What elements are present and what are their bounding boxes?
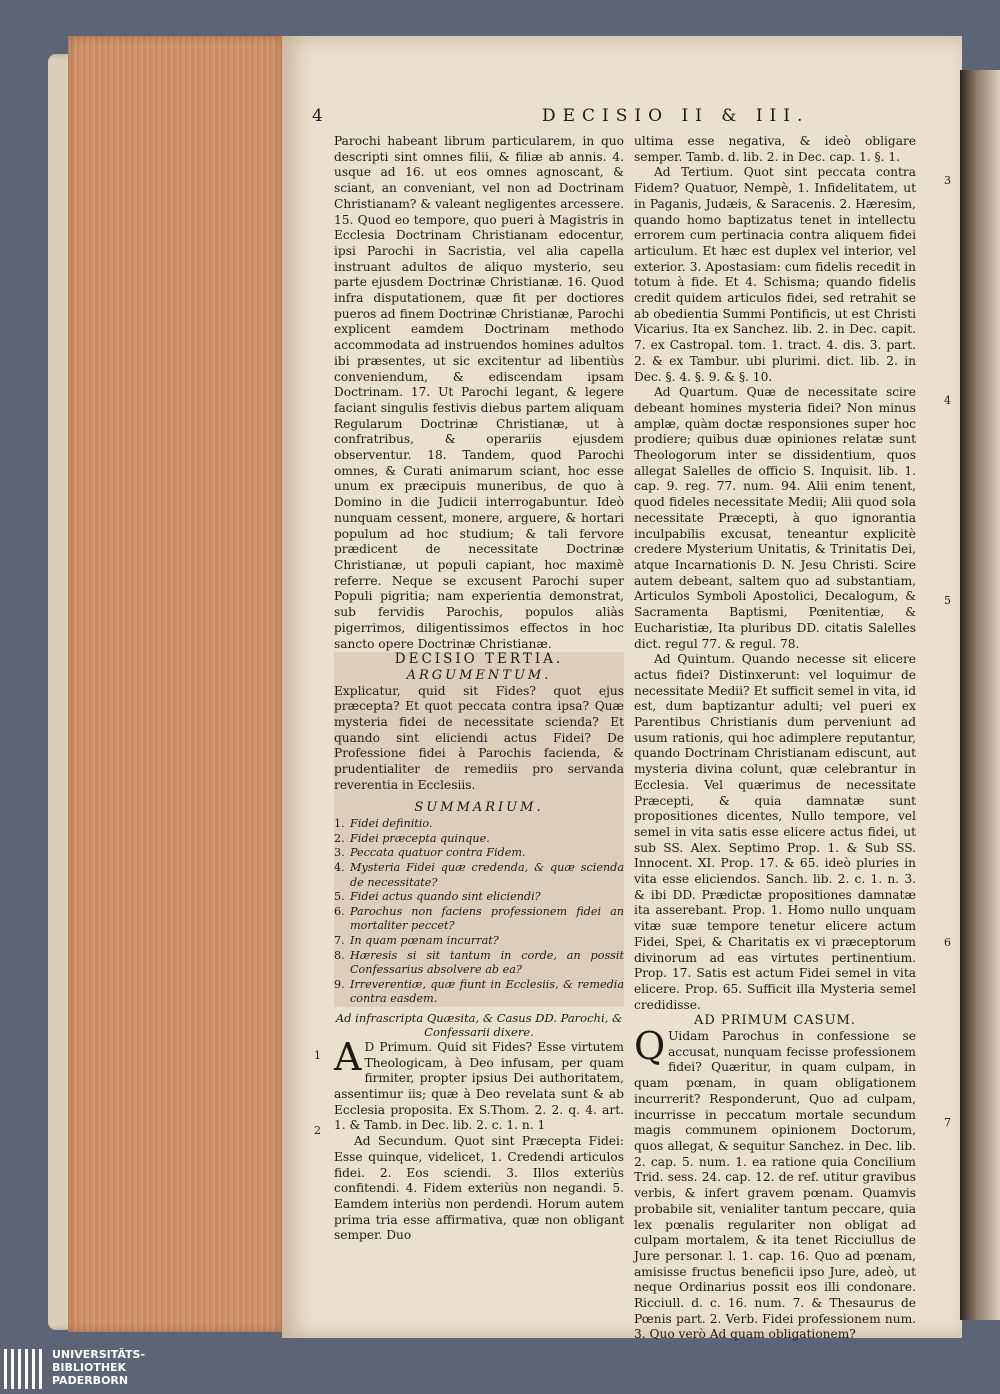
- summarium-item-number: 1.: [334, 817, 345, 831]
- margin-number: 7: [944, 1116, 951, 1129]
- summarium-item-number: 8.: [334, 948, 345, 962]
- summarium-item: [334, 832, 624, 847]
- summarium-item: [334, 934, 624, 949]
- summarium-item-text: Mysteria Fidei quæ credenda, & quæ scienda de necessitate?: [350, 861, 624, 889]
- decisio-tertia-block: [334, 652, 624, 1007]
- margin-number: 5: [944, 594, 951, 607]
- summarium-item-number: 6.: [334, 904, 345, 918]
- left-column: [334, 134, 624, 1244]
- summarium-item-text: Fidei actus quando sint eliciendi?: [350, 890, 541, 904]
- casum-paragraph: [634, 1024, 916, 1343]
- summarium-item-text: In quam pœnam incurrat?: [350, 933, 499, 947]
- paragraph-doctrina: Parochi habeant librum particularem, in quo descripti sint omnes filii, & filiæ ab annis. 4. usque ad 16. ut eos omnes agnoscant, & sciant, an conveniant, vel non ad Doctrinam Christianam? & valeant negligentes arcessere. 15. Quod eo tempore, quo pueri à Magistris in Ecclesia Doctrinam Christianam edocentur, ipsi Parochi in Sacristia, vel alia capella instruant adultos de aliquo mysterio, seu parte ejusdem Doctrinæ Christianæ. 16. Quod infra disputationem, quæ fit per doctiores pueros ad finem Doctrinæ Christianæ, Parochi explicent eamdem Doctrinam methodo accommodata ad instruendos homines adultos ibi præsentes, ut sic excitentur ad libentiùs conveniendum, & ediscendam ipsam Doctrinam. 17. Ut Parochi legant, & legere faciant singulis festivis diebus partem aliquam Regularum Doctrinæ Christianæ, ut à confratribus, & operariis ejusdem observentur. 18. Tandem, quod Parochi omnes, & Curati animarum sciant, hoc esse unum ex præcipuis muneribus, de quo à Domino in die Judicii interrogabuntur. Ideò nunquam cessent, monere, arguere, & hortari populum ad hoc studium; & tali fervore prædicent de necessitate Doctrinæ Christianæ, ut populi capiant, hoc maximè referre. Neque se excusent Parochi super Populi pigritia; nam experientia demonstrat, sub fervidis Parochis, populos aliàs pigerrimos, diligentissimos effectos in hoc sancto opere Doctrinæ Christianæ.: [334, 134, 624, 651]
- summarium-heading: SUMMARIUM.: [414, 799, 544, 815]
- summarium-item: [334, 978, 624, 1007]
- summarium-item: [334, 949, 624, 978]
- intro-quaesita: Ad infrascripta Quæsita, & Casus DD. Parochi, & Confessarii dixere.: [335, 1010, 623, 1040]
- summarium-item-number: 5.: [334, 890, 345, 904]
- book: [48, 36, 1000, 1342]
- summarium-item-number: 3.: [334, 846, 345, 860]
- right-column: [634, 134, 916, 1343]
- summarium-item-text: Irreverentiæ, quæ fiunt in Ecclesiis, & remedia contra easdem.: [350, 977, 624, 1006]
- ad-secundum-paragraph: Ad Secundum. Quot sint Præcepta Fidei: Esse quinque, videlicet, 1. Credendi articulos fidei. 2. Eos sciendi. 3. Illos exteriùs confitendi. 4. Fidem exteriùs non negandi. 5. Eamdem interiùs non perdendi. Horum autem prima tria esse affirmativa, quæ non obligant semper. Duo: [334, 1134, 624, 1243]
- summarium-item-number: 4.: [334, 861, 345, 875]
- ad-quintum-paragraph: Ad Quintum. Quando necesse sit elicere actus fidei? Distinxerunt: vel loquimur de necessitate Medii? Et sufficit semel in vita, id est, dum baptizantur adulti; vel pueri ex Parentibus Christianis dum perveniunt ad usum rationis, qui hoc adimplere reputantur, quando Doctrinam Christianam ediscunt, aut mysteria divina colunt, quæ celebrantur in Ecclesia. Vel quærimus de necessitate Præcepti, & quia damnatæ sunt propositiones dicentes, Nullo tempore, vel semel in vita satis esse elicere actus fidei, ut sub SS. Alex. Septimo Prop. 1. & Sub SS. Innocent. XI. Prop. 17. & 65. ideò pluries in vita esse eliciendos. Sanch. lib. 2. c. 1. n. 3. & ibi DD. Prædictæ propositiones damnatæ ita asserebant. Prop. 1. Homo nullo unquam vitæ suæ tempore tenetur elicere actum Fidei, Spei, & Charitatis ex vi præceptorum divinorum ad eas virtutes pertinentium. Prop. 17. Satis est actum Fidei semel in vita elicere. Prop. 65. Sufficit illa Mysteria semel credidisse.: [634, 652, 916, 1012]
- margin-number: 3: [944, 174, 951, 187]
- summarium-item-number: 7.: [334, 933, 345, 947]
- casum-heading: AD PRIMUM CASUM.: [694, 1013, 856, 1029]
- summarium-item-text: Hæresis si sit tantum in corde, an possit Confessarius absolvere ab ea?: [350, 948, 624, 977]
- summarium-item-text: Peccata quatuor contra Fidem.: [350, 846, 526, 860]
- running-head: [300, 106, 940, 130]
- summarium-item: [334, 890, 624, 905]
- drop-cap: Q: [634, 1024, 666, 1069]
- argumentum-heading: ARGUMENTUM.: [406, 667, 552, 683]
- library-footer: [0, 1345, 1000, 1394]
- page-number: 4: [312, 106, 323, 126]
- ad-primum-paragraph: [334, 1034, 624, 1134]
- summarium-item-number: 2.: [334, 831, 345, 845]
- book-page: [282, 36, 962, 1342]
- ad-quartum-paragraph: Ad Quartum. Quæ de necessitate scire debeant homines mysteria fidei? Non minus amplæ, quàm doctæ responsiones super hoc prodiere; quibus duæ opiniones relatæ sunt Theologorum inter se dissidentium, quos allegat Salelles de officio S. Inquisit. lib. 1. cap. 9. reg. 77. num. 94. Alii enim tenent, quod fideles necessitate Medii; Alii quod sola necessitate Præcepti, à quo ignorantia inculpabilis excusat, teneantur explicitè credere Mysterium Unitatis, & Trinitatis Dei, atque Incarnationis D. N. Jesu Christi. Scire autem debeant, saltem quo ad substantiam, Articulos Symboli Apostolici, Decalogum, & Sacramenta Baptismi, Pœnitentiæ, & Eucharistiæ, Ita pluribus DD. citatis Salelles dict. regul 77. & regul. 78.: [634, 385, 916, 651]
- summarium-item-text: Fidei præcepta quinque.: [350, 831, 490, 845]
- summarium-item: [334, 905, 624, 934]
- decisio-heading: DECISIO TERTIA.: [394, 651, 564, 668]
- running-title: DECISIO II & III.: [542, 106, 810, 126]
- summarium-item-text: Fidei definitio.: [350, 817, 433, 831]
- ad-primum-text: D Primum. Quid sit Fides? Esse virtutem Theologicam, à Deo infusam, per quam firmiter, propter ipsius Dei authoritatem, assentimur iis; quæ à Deo revelata sunt & ab Ecclesia proposita. Ex S.Thom. 2. 2. q. 4. art. 1. & Tamb. in Dec. lib. 2. c. 1. n. 1: [334, 1039, 624, 1133]
- margin-number: 1: [314, 1049, 321, 1062]
- book-gutter: [960, 70, 1000, 1320]
- summarium-item: [334, 846, 624, 861]
- summarium-item-number: 9.: [334, 977, 345, 991]
- library-name: UNIVERSITÄTS- BIBLIOTHEK PADERBORN: [52, 1348, 146, 1387]
- paragraph-continuation: ultima esse negativa, & ideò obligare semper. Tamb. d. lib. 2. in Dec. cap. 1. §. 1.: [634, 134, 916, 164]
- casum-text: Uidam Parochus in confessione se accusat, nunquam fecisse professionem fidei? Quæritur, in quam culpam, in quam pœnam, in quam obligationem incurrerit? Responderunt, Quo ad culpam, incurrisse in peccatum mortale secundum magis communem opinionem Doctorum, quos allegat, & sequitur Sanchez. in Dec. lib. 2. cap. 5. num. 1. ea ratione quia Concilium Trid. sess. 24. cap. 12. de ref. utitur gravibus verbis, & infert gravem pœnam. Quamvis probabile sit, venialiter tantum peccare, quia lex pœnalis regulariter non obligat ad culpam mortalem, & ita tenet Ricciullus de Jure personar. l. 1. cap. 16. Quo ad pœnam, amisisse fructus beneficii ipso Jure, adeò, ut neque Ordinarius possit eos illi condonare. Ricciull. d. c. 16. num. 7. & Thesaurus de Pœnis part. 2. Verb. Fidei professionem num. 3. Quo verò Ad quam obligationem?: [634, 1029, 916, 1342]
- margin-number: 4: [944, 394, 951, 407]
- argumentum-text: Explicatur, quid sit Fides? quot ejus præcepta? Et quot peccata contra ipsa? Quæ mysteria fidei de necessitate scienda? Et quando sint eliciendi actus Fidei? De Professione fidei à Parochis facienda, & prudentialiter de remediis pro servanda reverentia in Ecclesiis.: [334, 683, 624, 792]
- drop-cap: A: [334, 1034, 362, 1079]
- summarium-item: [334, 861, 624, 890]
- margin-number: 6: [944, 936, 951, 949]
- page-block-edge: [68, 36, 282, 1332]
- ad-tertium-paragraph: Ad Tertium. Quot sint peccata contra Fidem? Quatuor, Nempè, 1. Infidelitatem, ut in Paganis, Judæis, & Saracenis. 2. Hæresim, quando homo baptizatus tenet in intellectu errorem cum pertinacia contra aliquem fidei articulum. Et hæc est duplex vel interior, vel exterior. 3. Apostasiam: cum fidelis recedit in totum à fide. Et 4. Schisma; quando fidelis credit quidem articulos fidei, sed retrahit se ab obedientia Summi Pontificis, ut est Christi Vicarius. Ita ex Sanchez. lib. 2. in Dec. capit. 7. ex Castropal. tom. 1. tract. 4. dis. 3. part. 2. & ex Tambur. ubi plurimi. dict. lib. 2. in Dec. §. 4. §. 9. & §. 10.: [634, 165, 916, 384]
- summarium-item: [334, 817, 624, 832]
- summarium-list: [334, 817, 624, 1007]
- margin-number: 2: [314, 1124, 321, 1137]
- summarium-item-text: Parochus non faciens professionem fidei an mortaliter peccet?: [350, 904, 624, 933]
